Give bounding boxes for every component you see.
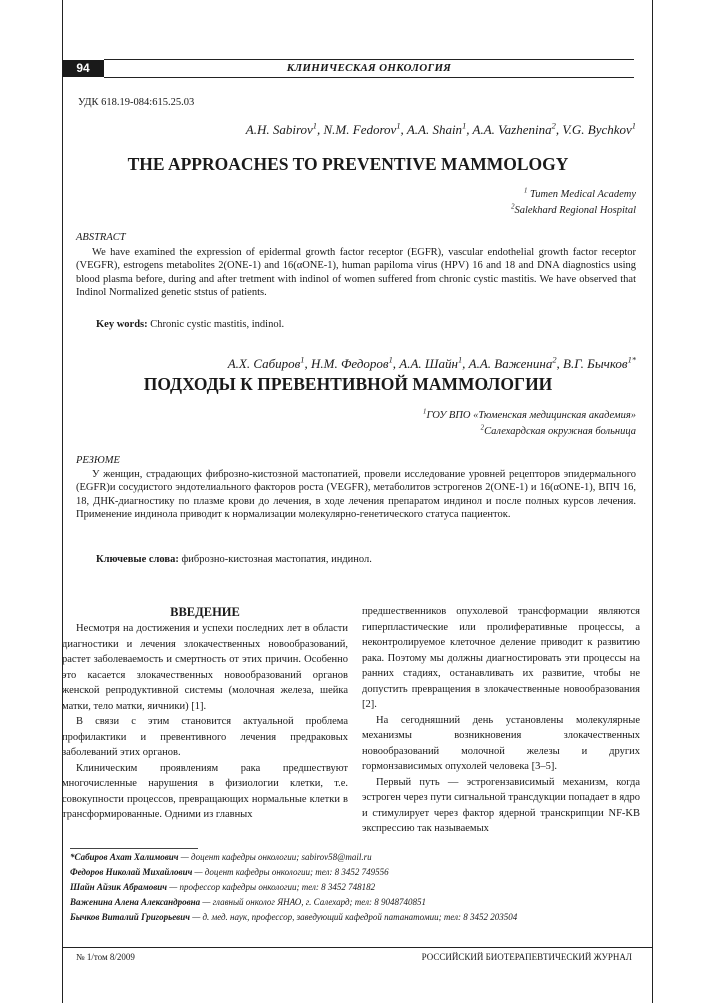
footer-journal-name: РОССИЙСКИЙ БИОТЕРАПЕВТИЧЕСКИЙ ЖУРНАЛ — [421, 952, 632, 962]
english-affiliations — [511, 187, 636, 219]
header-rule-bottom — [104, 77, 634, 78]
keywords-text: Chronic cystic mastitis, indinol. — [150, 319, 285, 330]
footnote-author-1: *Сабиров Ахат Халимович — доцент кафедры онкологии; sabirov58@mail.ru — [70, 852, 372, 862]
body-left-column — [62, 604, 348, 823]
keywords-label-ru: Ключевые слова: — [96, 554, 179, 565]
english-authors: A.H. Sabirov$^1$, N.M. Fedorov$^1$, A.A. Shain$^1$, A.A. Vazhenina$^2$, V.G. Bychkov$^1$ — [245, 120, 636, 137]
author-4: A.A. Vazhenina — [472, 122, 552, 137]
footnote-author-4: Важенина Алена Александровна — главный онколог ЯНАО, г. Салехард; тел: 8 9048740851 — [70, 897, 426, 907]
affiliation-1: $^1$ Tumen Medical Academy — [524, 187, 636, 200]
footer-rule — [62, 947, 652, 948]
russian-keywords — [96, 554, 372, 565]
author-ru-2: Н.М. Федоров — [310, 356, 389, 371]
page-number: 94 — [62, 60, 104, 77]
resume-text: У женщин, страдающих фиброзно-кистозной мастопатией, провели исследование уровней рецепторов эпидермального (EGFR)и сосудистого эндотелиального факторов роста (VEGFR), метаболитов эстрогенов 2(ONE-1) и 16(αONE-1), ВПЧ 16, 18, ДНК-диагностику по плазме крови до лечения, в ходе лечения препаратом индинол и после полных курсов лечения. Применение индинола приводит к нормализации молекулярно-генетического статуса пациенток. — [76, 469, 636, 520]
body-paragraph: Клиническим проявлениям рака предшествуют многочисленные нарушения в физиологии клетки, т.е. совокупности процессов, превращающих нормальные клетки в трансформированные. Одними из главных — [62, 762, 348, 820]
author-ru-4: А.А. Важенина — [468, 356, 553, 371]
keywords-text-ru: фиброзно-кистозная мастопатия, индинол. — [181, 554, 372, 565]
udk-code: УДК 618.19-084:615.25.03 — [78, 97, 195, 108]
footnote-author-2: Федоров Николай Михайлович — доцент кафедры онкологии; тел: 8 3452 749556 — [70, 867, 389, 877]
author-2: N.M. Fedorov — [323, 122, 397, 137]
journal-section-title: КЛИНИЧЕСКАЯ ОНКОЛОГИЯ — [286, 62, 452, 74]
right-margin-line — [652, 0, 653, 1003]
body-paragraph: Первый путь — эстрогензависимый механизм, когда эстроген через пути сигнальной трансдукции попадает в ядро и стимулирует через фактор ядерной транскрипции NF-KB экспрессию так называемых — [362, 776, 640, 834]
author-1: A.H. Sabirov — [245, 122, 313, 137]
body-right-column — [362, 604, 640, 837]
abstract-text: We have examined the expression of epidermal growth factor receptor (EGFR), vascular endothelial growth factor receptor (VEGFR), estrogens metabolites 2(ONE-1) and 16(αONE-1), human papiloma virus (HPV) 16 and 18 and DNA diagnostics using blood plasma before, during and after tretment with indinol of women suffered from chronic cystic mastitis. We have observed that Indinol Normalized genetic ststus of patients. — [76, 247, 636, 298]
footer-issue: № 1/том 8/2009 — [76, 952, 135, 962]
english-title: THE APPROACHES TO PREVENTIVE MAMMOLOGY — [127, 154, 569, 174]
section-heading: ВВЕДЕНИЕ — [170, 605, 240, 619]
russian-authors: А.Х. Сабиров$^1$, Н.М. Федоров$^1$, А.А. Шайн$^1$, А.А. Важенина$^2$, В.Г. Бычков$^{1*}$ — [227, 354, 636, 371]
russian-affiliations — [423, 408, 636, 440]
russian-title: ПОДХОДЫ К ПРЕВЕНТИВНОЙ МАММОЛОГИИ — [143, 374, 553, 394]
footnote-author-3: Шайн Айзик Абрамович — профессор кафедры онкологии; тел: 8 3452 748182 — [70, 882, 376, 892]
author-5: V.G. Bychkov — [562, 122, 632, 137]
affiliation-ru-1: $^1$ГОУ ВПО «Тюменская медицинская академия» — [423, 408, 636, 421]
body-paragraph: В связи с этим становится актуальной проблема профилактики и превентивного лечения предраковых заболеваний этих органов. — [62, 716, 348, 758]
affiliation-2: $^2$Salekhard Regional Hospital — [511, 203, 636, 216]
footnote-rule — [70, 848, 198, 849]
affiliation-ru-2: $^2$Салехардская окружная больница — [480, 424, 636, 437]
english-keywords — [96, 319, 284, 330]
body-paragraph-continued: предшественников опухолевой трансформации являются гиперпластические или пролиферативные процессы, а неконтролируемое клеточное деление приводит к развитию рака. Поэтому мы должны диагностировать эти процессы на ранних стадиях, останавливать их развитие, чтобы не допустить превращения в злокачественные новообразования [2]. — [362, 606, 640, 710]
abstract-label: ABSTRACT — [76, 232, 126, 243]
keywords-label: Key words: — [96, 319, 148, 330]
footnote-author-5: Бычков Виталий Григорьевич — д. мед. наук, профессор, заведующий кафедрой патанатомии; тел: 8 3452 203504 — [70, 912, 518, 922]
author-3: A.A. Shain — [406, 122, 463, 137]
author-ru-5: В.Г. Бычков — [563, 356, 628, 371]
body-paragraph: На сегодняшний день установлены молекулярные механизмы возникновения злокачественных новообразований молочной железы и других гормонзависимых опухолей человека [3–5]. — [362, 714, 640, 772]
body-paragraph: Несмотря на достижения и успехи последних лет в области диагностики и лечения злокачественных новообразований, растет заболеваемость и смертность от этих причин. Особенно это касается злокачественных новообразований органов женской репродуктивной системы (молочная железа, шейка матки, тело матки, яичники) [1]. — [62, 623, 348, 712]
author-ru-3: А.А. Шайн — [399, 356, 458, 371]
resume-label: РЕЗЮМЕ — [76, 455, 120, 466]
left-margin-line — [62, 0, 63, 1003]
header-rule-top — [104, 59, 634, 60]
author-ru-1: А.Х. Сабиров — [227, 356, 301, 371]
